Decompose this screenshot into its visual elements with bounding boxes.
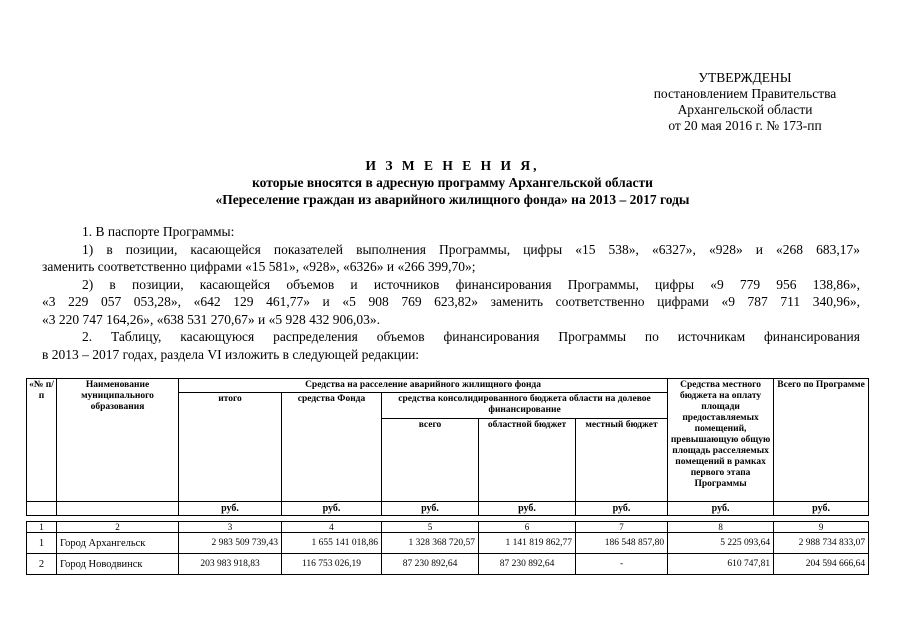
column-number: 1 bbox=[27, 522, 57, 533]
local-cell: - bbox=[576, 554, 668, 575]
total-cell: 2 983 509 739,43 bbox=[179, 533, 282, 554]
title-line-3: «Переселение граждан из аварийного жилищного фонда» на 2013 – 2017 годы bbox=[215, 192, 690, 207]
document-title bbox=[40, 157, 865, 208]
header-regional: областной бюджет bbox=[479, 419, 576, 502]
municipality-name: Город Архангельск bbox=[57, 533, 179, 554]
header-fund: средства Фонда bbox=[282, 393, 382, 502]
local-extra-cell: 5 225 093,64 bbox=[668, 533, 774, 554]
column-number: 7 bbox=[576, 522, 668, 533]
document-body bbox=[42, 223, 860, 363]
column-number: 3 bbox=[179, 522, 282, 533]
paragraph-3-line-3: «3 220 747 164,26», «638 531 270,67» и «5 928 432 906,03». bbox=[42, 311, 380, 327]
unit-cell: руб. bbox=[576, 502, 668, 516]
header-all: всего bbox=[382, 419, 479, 502]
unit-cell bbox=[27, 502, 57, 516]
paragraph-2-line-1: 1) в позиции, касающейся показателей выполнения Программы, цифры «15 538», «6327», «928» и «268 683,17» bbox=[82, 241, 860, 257]
approval-line-2: постановлением Правительства bbox=[653, 86, 837, 101]
header-grand-total: Всего по Программе bbox=[774, 379, 869, 502]
column-number: 2 bbox=[57, 522, 179, 533]
column-number: 5 bbox=[382, 522, 479, 533]
regional-cell: 87 230 892,64 bbox=[479, 554, 576, 575]
all-cell: 1 328 368 720,57 bbox=[382, 533, 479, 554]
approval-heading: УТВЕРЖДЕНЫ bbox=[698, 70, 792, 85]
all-cell: 87 230 892,64 bbox=[382, 554, 479, 575]
column-number: 4 bbox=[282, 522, 382, 533]
unit-cell: руб. bbox=[479, 502, 576, 516]
column-number: 8 bbox=[668, 522, 774, 533]
financing-table bbox=[26, 378, 869, 575]
approval-line-3: Архангельской области bbox=[677, 102, 813, 117]
paragraph-4-line-2: в 2013 – 2017 годах, раздела VI изложить в следующей редакции: bbox=[42, 346, 420, 362]
approval-stamp bbox=[600, 70, 890, 134]
grand-total-cell: 2 988 734 833,07 bbox=[774, 533, 869, 554]
fund-cell: 1 655 141 018,86 bbox=[282, 533, 382, 554]
table-row bbox=[27, 554, 869, 575]
title-line-2: которые вносятся в адресную программу Архангельской области bbox=[252, 175, 653, 190]
approval-date: от 20 мая 2016 г. № 173-пп bbox=[668, 118, 822, 133]
unit-cell: руб. bbox=[774, 502, 869, 516]
header-consolidated-budget: средства консолидированного бюджета области на долевое финансирование bbox=[382, 393, 668, 419]
fund-cell: 116 753 026,19 bbox=[282, 554, 382, 575]
row-number: 2 bbox=[27, 554, 57, 575]
paragraph-3-line-2: «3 229 057 053,28», «642 129 461,77» и «5 908 769 623,82» заменить соответственно цифрами «9 787 711 340,96», bbox=[42, 294, 860, 309]
header-resettlement-funds: Средства на расселение аварийного жилищного фонда bbox=[179, 379, 668, 393]
column-number: 9 bbox=[774, 522, 869, 533]
total-cell: 203 983 918,83 bbox=[179, 554, 282, 575]
header-total: итого bbox=[179, 393, 282, 502]
grand-total-cell: 204 594 666,64 bbox=[774, 554, 869, 575]
local-cell: 186 548 857,80 bbox=[576, 533, 668, 554]
unit-cell bbox=[57, 502, 179, 516]
header-municipality: Наименование муниципального образования bbox=[57, 379, 179, 502]
paragraph-2-line-2: заменить соответственно цифрами «15 581», «928», «6326» и «266 399,70»; bbox=[42, 259, 476, 274]
header-local: местный бюджет bbox=[576, 419, 668, 502]
municipality-name: Город Новодвинск bbox=[57, 554, 179, 575]
paragraph-4-line-1: 2. Таблицу, касающуюся распределения объемов финансирования Программы по источникам финансирования bbox=[82, 329, 860, 344]
header-local-extra: Средства местного бюджета на оплату площади предоставляемых помещений, превышающую общую площадь расселяемых помещений в рамках первого этапа Программы bbox=[668, 379, 774, 502]
unit-cell: руб. bbox=[668, 502, 774, 516]
column-number: 6 bbox=[479, 522, 576, 533]
header-row-number: «№ п/п bbox=[27, 379, 57, 502]
paragraph-3-line-1: 2) в позиции, касающейся объемов и источников финансирования Программы, цифры «9 779 956 138,86», bbox=[82, 276, 860, 292]
table-row bbox=[27, 533, 869, 554]
unit-cell: руб. bbox=[282, 502, 382, 516]
local-extra-cell: 610 747,81 bbox=[668, 554, 774, 575]
unit-cell: руб. bbox=[382, 502, 479, 516]
title-heading: И З М Е Н Е Н И Я, bbox=[365, 158, 540, 173]
paragraph-1: 1. В паспорте Программы: bbox=[82, 224, 235, 239]
row-number: 1 bbox=[27, 533, 57, 554]
regional-cell: 1 141 819 862,77 bbox=[479, 533, 576, 554]
unit-cell: руб. bbox=[179, 502, 282, 516]
